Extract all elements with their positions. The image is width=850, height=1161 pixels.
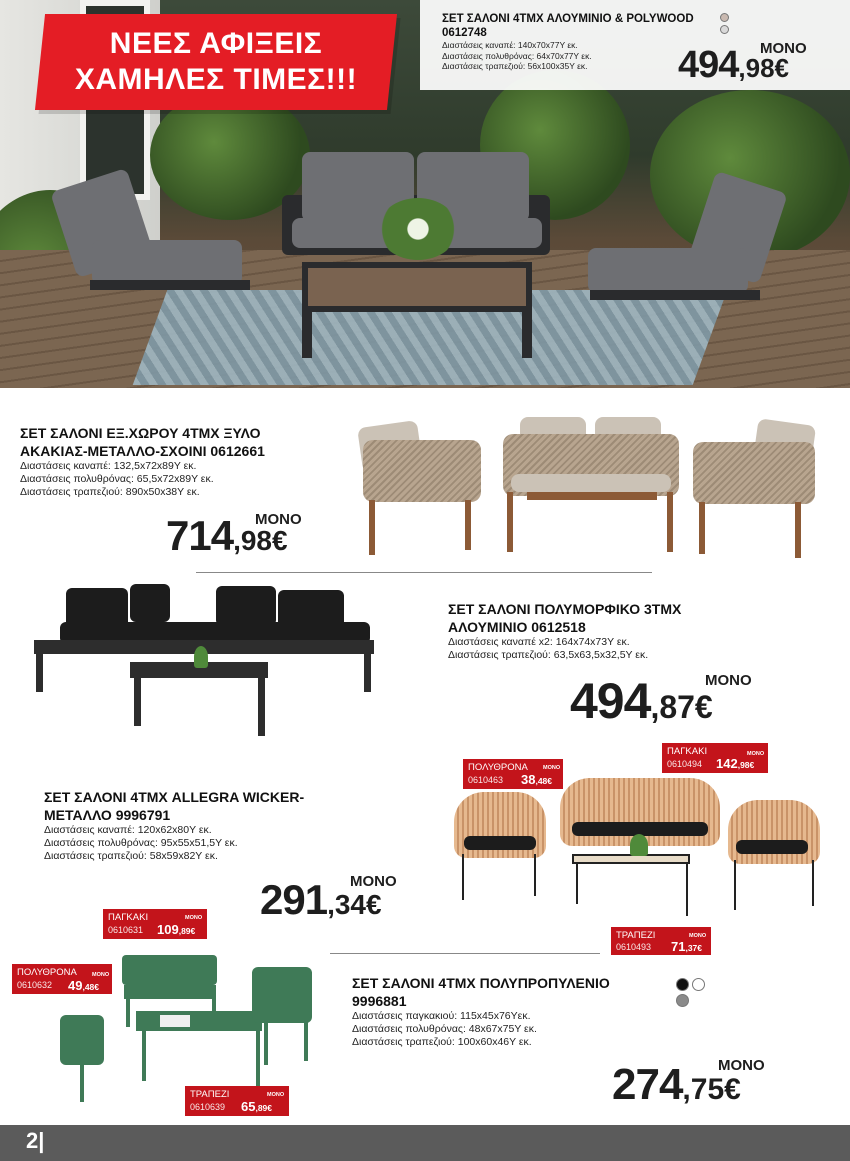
table-plant bbox=[630, 834, 648, 856]
green-leg bbox=[142, 1029, 146, 1081]
wood-leg bbox=[507, 492, 513, 552]
tag-mono: ΜΟΝΟ bbox=[185, 915, 203, 921]
rattan-armchair bbox=[728, 800, 820, 864]
tag-mono: ΜΟΝΟ bbox=[543, 765, 561, 771]
tag-label: ΤΡΑΠΕΖΙ bbox=[616, 930, 656, 941]
tag-label: ΠΑΓΚΑΚΙ bbox=[667, 746, 708, 757]
seat-cushion bbox=[511, 474, 671, 492]
wood-leg bbox=[369, 500, 375, 555]
price-integer: 494 bbox=[678, 44, 739, 86]
product-price bbox=[612, 1060, 741, 1110]
price-tag-bench[interactable] bbox=[103, 909, 207, 939]
flower-pot-plant bbox=[378, 198, 458, 260]
color-swatch[interactable] bbox=[720, 25, 729, 34]
green-bench-back bbox=[122, 955, 217, 985]
green-leg bbox=[256, 1029, 260, 1087]
armchair-frame bbox=[90, 280, 250, 290]
price-integer: 494 bbox=[570, 673, 651, 729]
title-line-2: 0612748 bbox=[442, 27, 487, 39]
mono-label: ΜΟΝΟ bbox=[718, 1057, 765, 1074]
price-integer: 714 bbox=[166, 512, 234, 559]
table-top bbox=[527, 492, 657, 500]
tag-price-integer: 109 bbox=[157, 922, 179, 937]
dimension-line: Διαστάσεις τραπεζιού: 890x50x38Υ εκ. bbox=[20, 486, 200, 498]
title-line-1: ΣΕΤ ΣΑΛΟΝΙ ΠΟΛΥΜΟΡΦΙΚΟ 3ΤΜΧ bbox=[448, 601, 682, 617]
rope-armchair bbox=[693, 442, 815, 504]
title-line-2: ΑΛΟΥΜΙΝΙΟ 0612518 bbox=[448, 619, 586, 635]
dimension-line: Διαστάσεις τραπεζιού: 58x59x82Υ εκ. bbox=[44, 850, 218, 862]
coffee-table bbox=[302, 262, 532, 312]
mono-label: ΜΟΝΟ bbox=[705, 672, 752, 689]
frame-leg bbox=[36, 652, 43, 692]
product-title bbox=[448, 600, 681, 636]
green-leg bbox=[264, 1021, 268, 1065]
tag-price-integer: 49 bbox=[68, 978, 83, 993]
wood-leg bbox=[465, 500, 471, 550]
tag-code: 0610632 bbox=[17, 980, 53, 990]
wood-leg bbox=[795, 502, 801, 558]
dimension-line: Διαστάσεις πολυθρόνας: 65,5x72x89Υ εκ. bbox=[20, 473, 214, 485]
wood-leg bbox=[699, 502, 705, 554]
armchair-seat bbox=[92, 240, 242, 285]
price-tag-bench[interactable] bbox=[662, 743, 768, 773]
product-photo bbox=[30, 580, 380, 750]
price-integer: 274 bbox=[612, 1060, 683, 1109]
product-photo bbox=[448, 770, 828, 930]
dimension-line: Διαστάσεις πολυθρόνας: 64x70x77Υ εκ. bbox=[442, 50, 592, 61]
green-leg bbox=[80, 1050, 84, 1102]
dimension-line: Διαστάσεις τραπεζιού: 63,5x63,5x32,5Υ εκ. bbox=[448, 649, 649, 661]
price-integer: 291 bbox=[260, 876, 328, 923]
tag-price bbox=[68, 978, 99, 993]
metal-leg bbox=[734, 860, 736, 910]
armchair-seat bbox=[588, 248, 748, 293]
green-table-top bbox=[136, 1011, 262, 1031]
metal-leg bbox=[812, 860, 814, 906]
tag-label: ΤΡΑΠΕΖΙ bbox=[190, 1089, 230, 1100]
tag-price bbox=[157, 922, 195, 937]
mono-label: ΜΟΝΟ bbox=[350, 873, 397, 890]
product-title bbox=[44, 788, 304, 824]
dimension-line: Διαστάσεις καναπέ: 140x70x77Υ εκ. bbox=[442, 40, 578, 50]
tag-code: 0610494 bbox=[667, 759, 703, 769]
title-line-2: 9996881 bbox=[352, 993, 407, 1009]
title-line-1: ΣΕΤ ΣΑΛΟΝΙ 4ΤΜΧ ΠΟΛΥΠΡΟΠΥΛΕΝΙΟ bbox=[352, 975, 610, 991]
tag-price bbox=[671, 939, 702, 954]
product-dimensions bbox=[448, 636, 648, 662]
tag-mono: ΜΟΝΟ bbox=[267, 1092, 285, 1098]
tag-price-decimal: ,48€ bbox=[535, 776, 553, 786]
hero-product-title bbox=[442, 12, 742, 40]
product-price bbox=[570, 672, 713, 730]
section-divider bbox=[330, 953, 600, 954]
green-leg bbox=[304, 1021, 308, 1061]
tag-price bbox=[521, 772, 552, 787]
table-plant bbox=[194, 646, 208, 668]
green-leg bbox=[126, 997, 130, 1027]
dimension-line: Διαστάσεις πολυθρόνας: 48x67x75Υ εκ. bbox=[352, 1023, 537, 1035]
product-price bbox=[260, 876, 382, 924]
tag-label: ΠΟΛΥΘΡΟΝΑ bbox=[17, 967, 77, 978]
price-decimal: ,75€ bbox=[682, 1073, 741, 1106]
magazine bbox=[160, 1015, 190, 1027]
dimension-line: Διαστάσεις καναπέ: 120x62x80Υ εκ. bbox=[44, 824, 212, 836]
product-title bbox=[352, 974, 610, 1010]
product-title bbox=[20, 424, 265, 460]
tag-price-decimal: ,48€ bbox=[82, 982, 100, 992]
table-leg bbox=[258, 676, 265, 736]
tag-code: 0610493 bbox=[616, 942, 652, 952]
dimension-line: Διαστάσεις καναπέ x2: 164x74x73Υ εκ. bbox=[448, 636, 630, 648]
dimension-line: Διαστάσεις καναπέ: 132,5x72x89Υ εκ. bbox=[20, 460, 197, 472]
price-decimal: ,98€ bbox=[738, 53, 790, 83]
tag-price-integer: 142 bbox=[716, 756, 738, 771]
armchair-frame bbox=[590, 290, 760, 300]
dimension-line: Διαστάσεις πολυθρόνας: 95x55x51,5Υ εκ. bbox=[44, 837, 238, 849]
tag-price bbox=[241, 1099, 272, 1114]
green-bench-seat bbox=[124, 985, 216, 999]
wood-leg bbox=[667, 492, 673, 552]
promo-line-1: ΝΕΕΣ ΑΦΙΞΕΙΣ bbox=[109, 27, 323, 60]
color-swatch[interactable] bbox=[676, 994, 689, 1007]
metal-leg bbox=[462, 854, 464, 900]
tag-price bbox=[716, 756, 754, 771]
frame-leg bbox=[364, 652, 371, 692]
price-decimal: ,87€ bbox=[650, 689, 713, 725]
tag-price-decimal: ,89€ bbox=[178, 926, 196, 936]
tag-price-decimal: ,98€ bbox=[737, 760, 755, 770]
tag-price-integer: 38 bbox=[521, 772, 536, 787]
table-leg bbox=[134, 676, 141, 726]
tag-mono: ΜΟΝΟ bbox=[92, 972, 110, 978]
product-photo bbox=[355, 412, 825, 562]
price-tag-armchair[interactable] bbox=[463, 759, 563, 789]
cushion bbox=[130, 584, 170, 622]
price-tag-armchair[interactable] bbox=[12, 964, 112, 994]
metal-leg bbox=[534, 854, 536, 896]
metal-leg bbox=[686, 864, 688, 916]
title-line-1: ΣΕΤ ΣΑΛΟΝΙ 4ΤΜΧ ALLEGRA WICKER- bbox=[44, 789, 305, 805]
tag-mono: ΜΟΝΟ bbox=[747, 751, 765, 757]
metal-leg bbox=[576, 864, 578, 904]
dimension-line: Διαστάσεις παγκακιού: 115x45x76Υεκ. bbox=[352, 1010, 531, 1022]
product-dimensions bbox=[352, 1010, 537, 1049]
promo-line-2: ΧΑΜΗΛΕΣ ΤΙΜΕΣ!!! bbox=[74, 63, 358, 96]
rope-armchair bbox=[363, 440, 481, 502]
tag-code: 0610639 bbox=[190, 1102, 226, 1112]
tag-price-decimal: ,89€ bbox=[255, 1103, 273, 1113]
page-number: 2| bbox=[26, 1128, 45, 1153]
color-swatch[interactable] bbox=[692, 978, 705, 991]
tag-code: 0610463 bbox=[468, 775, 504, 785]
seat-cushion bbox=[464, 836, 536, 850]
seat-cushion bbox=[736, 840, 808, 854]
title-line-2: ΑΚΑΚΙΑΣ-ΜΕΤΑΛΛΟ-ΣΧΟΙΝΙ 0612661 bbox=[20, 443, 265, 459]
tag-price-integer: 65 bbox=[241, 1099, 256, 1114]
hero-price bbox=[678, 44, 789, 87]
product-price bbox=[166, 512, 288, 560]
price-decimal: ,34€ bbox=[327, 889, 382, 920]
hero-product-dimensions bbox=[442, 40, 592, 72]
price-tag-table[interactable] bbox=[611, 927, 711, 955]
title-line-2: ΜΕΤΑΛΛΟ 9996791 bbox=[44, 807, 171, 823]
table-leg bbox=[522, 308, 532, 358]
title-line-1: ΣΕΤ ΣΑΛΟΝΙ 4ΤΜΧ ΑΛΟΥΜΙΝΙΟ & POLYWOOD bbox=[442, 13, 694, 25]
title-line-1: ΣΕΤ ΣΑΛΟΝΙ ΕΞ.ΧΩΡΟΥ 4ΤΜΧ ΞΥΛΟ bbox=[20, 425, 261, 441]
tag-mono: ΜΟΝΟ bbox=[689, 933, 707, 939]
promo-text bbox=[40, 26, 392, 98]
mono-label: ΜΟΝΟ bbox=[255, 511, 302, 528]
page-footer bbox=[0, 1125, 850, 1161]
green-chair bbox=[252, 967, 312, 1023]
tag-label: ΠΟΛΥΘΡΟΝΑ bbox=[468, 762, 528, 773]
color-swatch[interactable] bbox=[720, 13, 729, 22]
tag-price-decimal: ,37€ bbox=[685, 943, 703, 953]
dimension-line: Διαστάσεις τραπεζιού: 56x100x35Υ εκ. bbox=[442, 61, 588, 71]
table-leg bbox=[302, 308, 312, 358]
tag-label: ΠΑΓΚΑΚΙ bbox=[108, 912, 149, 923]
color-swatch[interactable] bbox=[676, 978, 689, 991]
cushion bbox=[216, 586, 276, 626]
price-tag-table[interactable] bbox=[185, 1086, 289, 1116]
section-divider bbox=[196, 572, 652, 573]
price-decimal: ,98€ bbox=[233, 525, 288, 556]
tag-price-integer: 71 bbox=[671, 939, 686, 954]
tag-code: 0610631 bbox=[108, 925, 144, 935]
mono-label: ΜΟΝΟ bbox=[760, 40, 807, 57]
product-dimensions bbox=[20, 460, 214, 499]
product-dimensions bbox=[44, 824, 238, 863]
dimension-line: Διαστάσεις τραπεζιού: 100x60x46Υ εκ. bbox=[352, 1036, 532, 1048]
